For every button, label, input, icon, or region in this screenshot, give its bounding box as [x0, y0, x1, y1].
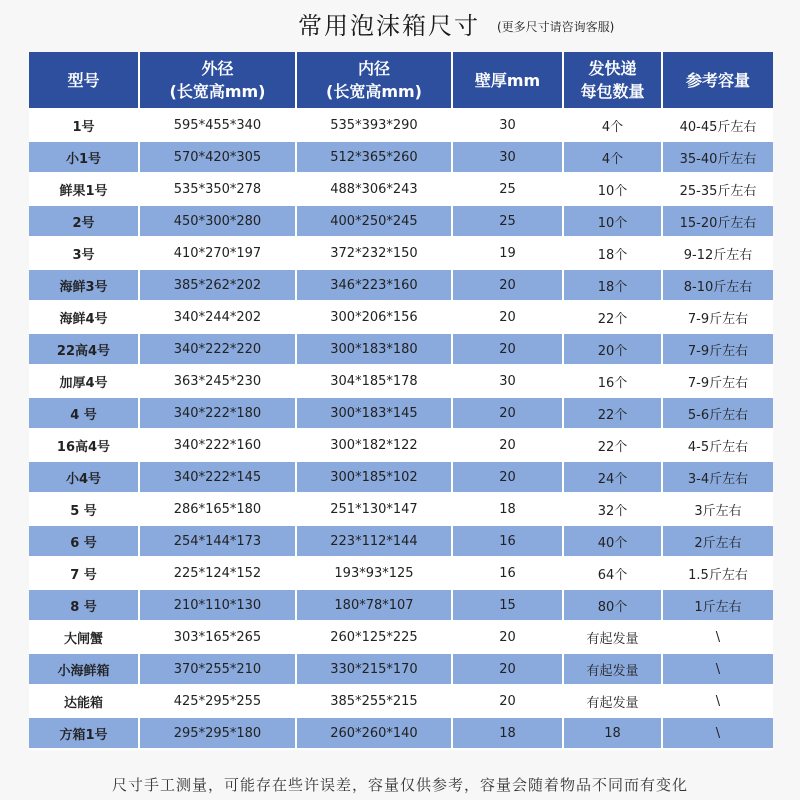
cell-wall-thickness: 30 — [453, 110, 564, 142]
cell-pack-quantity: 40个 — [564, 526, 663, 558]
table-row — [29, 366, 773, 398]
cell-wall-thickness: 20 — [453, 462, 564, 494]
page-title: 常用泡沫箱尺寸 — [298, 12, 480, 40]
header-model: 型号 — [29, 52, 140, 110]
cell-inner-size: 260*125*225 — [297, 622, 453, 654]
cell-inner-size: 300*183*180 — [297, 334, 453, 366]
cell-capacity: 1斤左右 — [663, 590, 773, 622]
cell-outer-size: 410*270*197 — [140, 238, 297, 270]
table-row — [29, 206, 773, 238]
table-row — [29, 142, 773, 174]
cell-inner-size: 535*393*290 — [297, 110, 453, 142]
cell-inner-size: 251*130*147 — [297, 494, 453, 526]
header-wall-thickness: 壁厚mm — [453, 52, 564, 110]
cell-pack-quantity: 10个 — [564, 174, 663, 206]
cell-model: 5 号 — [29, 494, 140, 526]
cell-capacity: 35-40斤左右 — [663, 142, 773, 174]
cell-model: 6 号 — [29, 526, 140, 558]
cell-inner-size: 300*206*156 — [297, 302, 453, 334]
cell-capacity: \ — [663, 686, 773, 718]
cell-pack-quantity: 22个 — [564, 302, 663, 334]
cell-capacity: \ — [663, 622, 773, 654]
cell-outer-size: 385*262*202 — [140, 270, 297, 302]
cell-inner-size: 300*182*122 — [297, 430, 453, 462]
cell-model: 方箱1号 — [29, 718, 140, 750]
header-outer-size: 外径 (长宽高mm) — [140, 52, 297, 110]
cell-pack-quantity: 64个 — [564, 558, 663, 590]
cell-pack-quantity: 10个 — [564, 206, 663, 238]
cell-wall-thickness: 25 — [453, 206, 564, 238]
cell-wall-thickness: 30 — [453, 142, 564, 174]
cell-outer-size: 286*165*180 — [140, 494, 297, 526]
cell-pack-quantity: 16个 — [564, 366, 663, 398]
cell-outer-size: 570*420*305 — [140, 142, 297, 174]
cell-outer-size: 340*222*220 — [140, 334, 297, 366]
cell-model: 达能箱 — [29, 686, 140, 718]
cell-wall-thickness: 20 — [453, 398, 564, 430]
cell-capacity: 5-6斤左右 — [663, 398, 773, 430]
cell-model: 22高4号 — [29, 334, 140, 366]
cell-inner-size: 346*223*160 — [297, 270, 453, 302]
cell-model: 加厚4号 — [29, 366, 140, 398]
cell-model: 小1号 — [29, 142, 140, 174]
cell-capacity: 25-35斤左右 — [663, 174, 773, 206]
table-row — [29, 430, 773, 462]
cell-outer-size: 225*124*152 — [140, 558, 297, 590]
cell-capacity: 7-9斤左右 — [663, 334, 773, 366]
cell-outer-size: 535*350*278 — [140, 174, 297, 206]
cell-pack-quantity: 18 — [564, 718, 663, 750]
table-row — [29, 622, 773, 654]
cell-pack-quantity: 有起发量 — [564, 622, 663, 654]
cell-outer-size: 340*222*145 — [140, 462, 297, 494]
cell-pack-quantity: 32个 — [564, 494, 663, 526]
cell-wall-thickness: 30 — [453, 366, 564, 398]
cell-capacity: 7-9斤左右 — [663, 302, 773, 334]
cell-capacity: \ — [663, 654, 773, 686]
cell-model: 7 号 — [29, 558, 140, 590]
table-header-row — [29, 52, 773, 110]
cell-capacity: \ — [663, 718, 773, 750]
cell-pack-quantity: 20个 — [564, 334, 663, 366]
header-pack-quantity: 发快递 每包数量 — [564, 52, 663, 110]
cell-wall-thickness: 16 — [453, 558, 564, 590]
cell-model: 小海鲜箱 — [29, 654, 140, 686]
cell-outer-size: 210*110*130 — [140, 590, 297, 622]
cell-capacity: 3-4斤左右 — [663, 462, 773, 494]
cell-model: 大闸蟹 — [29, 622, 140, 654]
cell-capacity: 40-45斤左右 — [663, 110, 773, 142]
cell-capacity: 2斤左右 — [663, 526, 773, 558]
cell-wall-thickness: 20 — [453, 654, 564, 686]
table-row — [29, 238, 773, 270]
cell-model: 海鲜3号 — [29, 270, 140, 302]
cell-model: 小4号 — [29, 462, 140, 494]
cell-wall-thickness: 20 — [453, 270, 564, 302]
cell-capacity: 4-5斤左右 — [663, 430, 773, 462]
cell-pack-quantity: 有起发量 — [564, 686, 663, 718]
cell-wall-thickness: 16 — [453, 526, 564, 558]
cell-inner-size: 300*185*102 — [297, 462, 453, 494]
cell-outer-size: 254*144*173 — [140, 526, 297, 558]
cell-model: 1号 — [29, 110, 140, 142]
cell-wall-thickness: 18 — [453, 718, 564, 750]
table-row — [29, 590, 773, 622]
cell-model: 2号 — [29, 206, 140, 238]
cell-outer-size: 295*295*180 — [140, 718, 297, 750]
table-row — [29, 654, 773, 686]
cell-outer-size: 303*165*265 — [140, 622, 297, 654]
table-row — [29, 686, 773, 718]
table-row — [29, 526, 773, 558]
cell-model: 16高4号 — [29, 430, 140, 462]
cell-wall-thickness: 20 — [453, 622, 564, 654]
cell-outer-size: 363*245*230 — [140, 366, 297, 398]
cell-capacity: 15-20斤左右 — [663, 206, 773, 238]
cell-pack-quantity: 18个 — [564, 238, 663, 270]
cell-inner-size: 223*112*144 — [297, 526, 453, 558]
cell-pack-quantity: 18个 — [564, 270, 663, 302]
cell-wall-thickness: 20 — [453, 334, 564, 366]
cell-inner-size: 300*183*145 — [297, 398, 453, 430]
table-row — [29, 558, 773, 590]
cell-inner-size: 304*185*178 — [297, 366, 453, 398]
header-inner-size: 内径 (长宽高mm) — [297, 52, 453, 110]
cell-outer-size: 450*300*280 — [140, 206, 297, 238]
header-capacity: 参考容量 — [663, 52, 773, 110]
cell-wall-thickness: 25 — [453, 174, 564, 206]
title-row — [0, 0, 800, 52]
cell-inner-size: 400*250*245 — [297, 206, 453, 238]
footnote: 尺寸手工测量，可能存在些许误差，容量仅供参考，容量会随着物品不同而有变化 — [111, 776, 688, 794]
page-subtitle: (更多尺寸请咨询客服) — [497, 20, 615, 34]
cell-pack-quantity: 4个 — [564, 142, 663, 174]
size-table — [29, 52, 773, 750]
cell-model: 8 号 — [29, 590, 140, 622]
cell-outer-size: 425*295*255 — [140, 686, 297, 718]
cell-inner-size: 372*232*150 — [297, 238, 453, 270]
table-row — [29, 334, 773, 366]
table-body — [29, 110, 773, 750]
cell-wall-thickness: 20 — [453, 302, 564, 334]
table-row — [29, 110, 773, 142]
cell-pack-quantity: 24个 — [564, 462, 663, 494]
table-row — [29, 462, 773, 494]
cell-inner-size: 260*260*140 — [297, 718, 453, 750]
cell-inner-size: 385*255*215 — [297, 686, 453, 718]
cell-capacity: 9-12斤左右 — [663, 238, 773, 270]
cell-pack-quantity: 4个 — [564, 110, 663, 142]
cell-wall-thickness: 18 — [453, 494, 564, 526]
cell-capacity: 8-10斤左右 — [663, 270, 773, 302]
cell-capacity: 1.5斤左右 — [663, 558, 773, 590]
cell-model: 海鲜4号 — [29, 302, 140, 334]
cell-outer-size: 595*455*340 — [140, 110, 297, 142]
cell-outer-size: 340*222*160 — [140, 430, 297, 462]
cell-wall-thickness: 15 — [453, 590, 564, 622]
cell-inner-size: 180*78*107 — [297, 590, 453, 622]
table-row — [29, 270, 773, 302]
cell-outer-size: 340*244*202 — [140, 302, 297, 334]
cell-pack-quantity: 有起发量 — [564, 654, 663, 686]
cell-outer-size: 370*255*210 — [140, 654, 297, 686]
cell-wall-thickness: 19 — [453, 238, 564, 270]
cell-model: 鲜果1号 — [29, 174, 140, 206]
cell-wall-thickness: 20 — [453, 686, 564, 718]
cell-pack-quantity: 22个 — [564, 398, 663, 430]
table-row — [29, 494, 773, 526]
table-row — [29, 718, 773, 750]
table-row — [29, 174, 773, 206]
table-row — [29, 398, 773, 430]
cell-wall-thickness: 20 — [453, 430, 564, 462]
cell-pack-quantity: 80个 — [564, 590, 663, 622]
cell-inner-size: 330*215*170 — [297, 654, 453, 686]
cell-capacity: 7-9斤左右 — [663, 366, 773, 398]
cell-model: 3号 — [29, 238, 140, 270]
cell-inner-size: 488*306*243 — [297, 174, 453, 206]
cell-inner-size: 193*93*125 — [297, 558, 453, 590]
cell-outer-size: 340*222*180 — [140, 398, 297, 430]
cell-pack-quantity: 22个 — [564, 430, 663, 462]
cell-inner-size: 512*365*260 — [297, 142, 453, 174]
cell-model: 4 号 — [29, 398, 140, 430]
table-row — [29, 302, 773, 334]
cell-capacity: 3斤左右 — [663, 494, 773, 526]
